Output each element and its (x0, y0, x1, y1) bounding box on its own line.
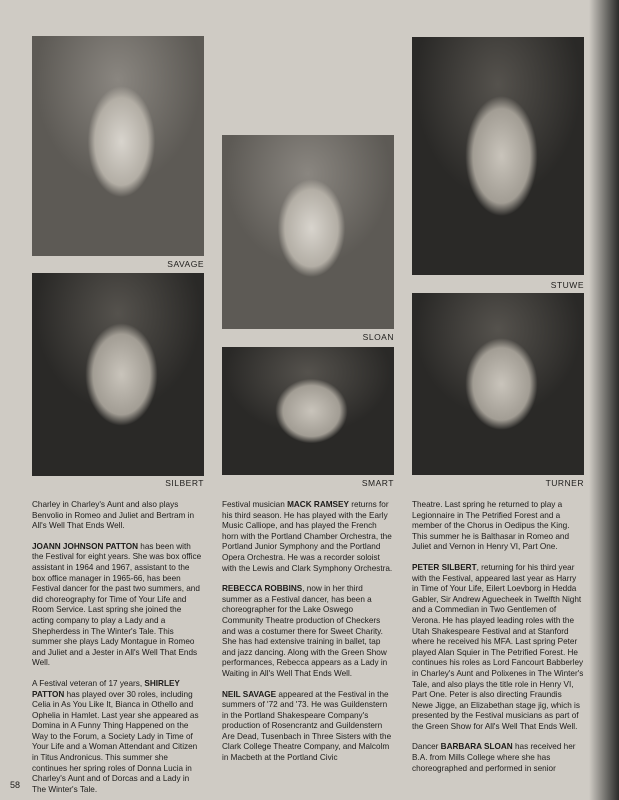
performer-name: PETER SILBERT (412, 562, 477, 572)
book-spine-shadow (589, 0, 619, 800)
photo-silbert (32, 273, 204, 476)
page-number: 58 (10, 780, 21, 790)
caption-turner: TURNER (545, 478, 584, 488)
photo-stuwe (412, 37, 584, 275)
caption-sloan: SLOAN (362, 332, 394, 342)
photo-turner (412, 293, 584, 475)
bio-column-2 (222, 500, 394, 774)
bio-paragraph: REBECCA ROBBINS, now in her third summer as a Festival dancer, has been a choreographer for the Lake Oswego Community Theatre production of Checkers and was a costumer there for Sweet Charity. She has had extensive training in ballet, tap and jazz dancing. Along with the Green Show performances, Rebecca appears as a Lady in Waiting in All's Well That Ends Well. (222, 584, 388, 678)
bio-paragraph: PETER SILBERT, returning for his third year with the Festival, appeared last year as Harry in Time of Your Life, Eilert Loevborg in Hedda Gabler, Sir Andrew Aguecheek in Twelfth Night and a Commedian in Two Gentlemen of Verona. He has played leading roles with the Utah Shakespeare Festival and at Stanford where he received his MFA. Last spring Peter played Alan Squier in The Petrified Forest. He continues his roles as Lord Fancourt Babberley in Charley's Aunt and Polixenes in The Winter's Tale, and also plays the title role in Henry VI, Part One. Peter is also directing Fraundis Newe Jigge, an Elizabethan stage jig, which is presented by the Festival musicians as part of the Green Show for All's Well That Ends Well. (412, 562, 584, 731)
caption-silbert: SILBERT (165, 478, 204, 488)
photo-savage (32, 36, 204, 256)
performer-name: SHIRLEY PATTON (32, 678, 180, 699)
performer-name: JOANN JOHNSON PATTON (32, 541, 138, 551)
photo-sloan (222, 135, 394, 329)
photo-smart (222, 347, 394, 475)
bio-paragraph: Festival musician MACK RAMSEY returns for his third season. He has played with the Early Music Calliope, and has played the French horn with the Portland Chamber Orchestra, the Portland Junior Symphony and the Portland Opera Orchestra. He was a recorder soloist with the Lewis and Clark Symphony Orchestra. (222, 500, 393, 573)
bio-paragraph: Dancer BARBARA SLOAN has received her B.A. from Mills College where she has choreographed and performed in senior (412, 742, 576, 773)
performer-name: REBECCA ROBBINS (222, 584, 303, 594)
bio-column-3 (412, 500, 584, 784)
caption-savage: SAVAGE (167, 259, 204, 269)
bio-paragraph: JOANN JOHNSON PATTON has been with the Festival for eight years. She was box office assistant in 1964 and 1967, assistant to the box office manager in 1965-66, has been Festival dancer for the past two summers, and did choreography for Time of Your Life and Room Service. Last spring she joined the acting company to play a Lady and a Shepherdess in The Winter's Tale. This summer she plays Lady Montague in Romeo and Juliet and a Jester in All's Well That Ends Well. (32, 541, 202, 668)
performer-name: MACK RAMSEY (287, 500, 349, 509)
performer-name: NEIL SAVAGE (222, 689, 277, 699)
caption-smart: SMART (361, 478, 394, 488)
performer-name: BARBARA SLOAN (440, 742, 513, 752)
bio-paragraph: NEIL SAVAGE appeared at the Festival in the summers of '72 and '73. He was Guildenstern in the Portland Shakespeare Company's production of Rosencrantz and Guildenstern Are Dead, Tusenbach in Three Sisters with the Clark College Theatre Company, and Malcolm in Macbeth at the Portland Civic (222, 689, 392, 763)
bio-paragraph: Theatre. Last spring he returned to play a Legionnaire in The Petrified Forest and a member of the Chorus in Oedipus the King. This summer he is Balthasar in Romeo and Juliet and Vernon in Henry VI, Part One. (412, 500, 570, 552)
bio-paragraph: A Festival veteran of 17 years, SHIRLEY PATTON has played over 30 roles, including Celia in As You Like It, Bianca in Othello and Ophelia in Hamlet. Last year she appeared as Domina in A Funny Thing Happened on the Way to the Forum, a Society Lady in Time of Your Life and a Woman Attendant and Citizen in Titus Andronicus. This summer she continues her spring roles of Donna Lucia in Charley's Aunt and of Dorcas and a Lady in The Winter's Tale. (32, 678, 199, 794)
bio-paragraph: Charley in Charley's Aunt and also plays Benvolio in Romeo and Juliet and Bertram in All's Well That Ends Well. (32, 500, 195, 531)
bio-column-1 (32, 500, 204, 800)
caption-stuwe: STUWE (550, 280, 584, 290)
